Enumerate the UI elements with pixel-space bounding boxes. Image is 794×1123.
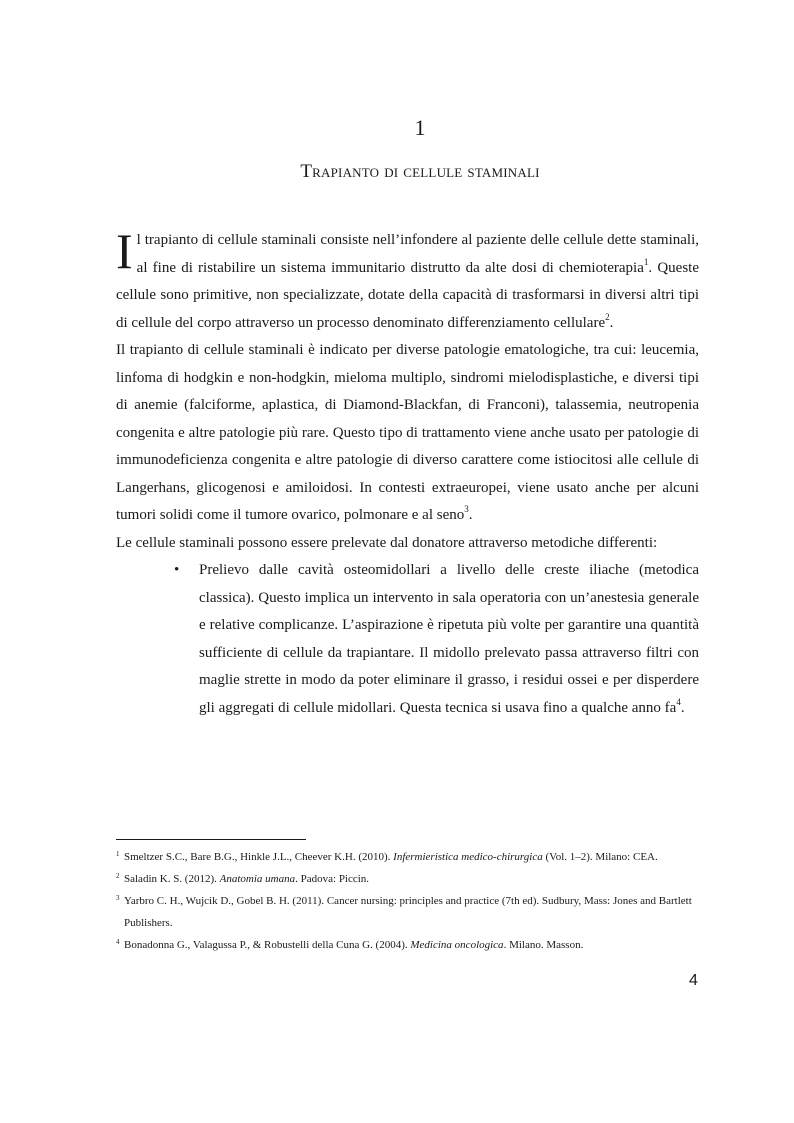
paragraph-intro-text-b: . Queste cellule sono primitive, non specializzate, dotate della capacità di trasformarsi in diversi altri tipi di cellule del corpo attraverso un processo denominato differenziamento cellulare xyxy=(116,259,699,331)
list-item xyxy=(174,557,699,722)
footnote-text: Bonadonna G., Valagussa P., & Robustelli della Cuna G. (2004). xyxy=(124,939,411,951)
paragraph-indications-text: Il trapianto di cellule staminali è indicato per diverse patologie ematologiche, tra cui: leucemia, linfoma di hodgkin e non-hodgkin, mieloma multiplo, sindromi mielodisplastiche, e diversi tipi di anemie (falciforme, aplastica, di Diamond-Blackfan, di Franconi), talassemia, neutropenia congenita e altre patologie più rare. Questo tipo di trattamento viene anche usato per patologie di immunodeficienza congenita e altre patologie di diverso carattere come istiocitosi alle cellule di Langerhans, glicogenosi e amiloidosi. In contesti extraeuropei, viene usato anche per alcuni tumori solidi come il tumore ovarico, polmonare e al seno xyxy=(116,342,699,523)
footnote-text: Yarbro C. H., Wujcik D., Gobel B. H. (2011). Cancer nursing: principles and practice (7th ed). Sudbury, Mass: Jones and Bartlett Publishers. xyxy=(124,895,692,929)
chapter-title: Trapianto di cellule staminali xyxy=(300,161,540,182)
drop-cap: I xyxy=(116,223,133,279)
footnote-divider xyxy=(116,839,306,840)
footnote-title: Anatomia umana xyxy=(219,873,296,885)
footnote-number: 3 xyxy=(116,894,120,902)
footnote-text-end: (Vol. 1–2). Milano: CEA. xyxy=(542,851,658,863)
footnote xyxy=(116,868,699,890)
footnote-text-end: . Padova: Piccin. xyxy=(295,873,370,885)
paragraph-intro xyxy=(116,223,699,337)
list-item-text: Prelievo dalle cavità osteomidollari a livello delle creste iliache (metodica classica). Questo implica un intervento in sala operatoria con un’anestesia generale e relative complicanze. L’aspirazione è ripetuta più volte per garantire una quantità sufficiente di cellule da trapiantare. Il midollo prelevato passa attraverso filtri con maglie strette in modo da poter eliminare il grasso, i residui ossei e per disperdere gli aggregati di cellule midollari. Questa tecnica si usava fino a qualche anno fa xyxy=(199,562,699,716)
footnote-ref-3[interactable]: 3 xyxy=(464,504,469,514)
body-text xyxy=(116,223,699,722)
paragraph-intro-text-c: . xyxy=(609,314,614,331)
footnote-number: 2 xyxy=(116,872,120,880)
footnote xyxy=(116,846,699,868)
paragraph-indications xyxy=(116,337,699,530)
footnote xyxy=(116,934,699,956)
paragraph-intro-text-a: l trapianto di cellule staminali consiste nell’infondere al paziente delle cellule dette staminali, al fine di ristabilire un sistema immunitario distrutto da alte dosi di chemioterapia xyxy=(136,232,699,276)
chapter-number: 1 xyxy=(414,115,426,140)
footnote-text: Saladin K. S. (2012). xyxy=(124,873,220,885)
footnote-number: 4 xyxy=(116,938,120,946)
list-item-end: . xyxy=(680,699,685,716)
footnote-text: Smeltzer S.C., Bare B.G., Hinkle J.L., Cheever K.H. (2010). xyxy=(124,851,394,863)
footnote-text-end: . Milano. Masson. xyxy=(503,939,584,951)
footnote-number: 1 xyxy=(116,850,120,858)
footnotes xyxy=(116,846,699,956)
footnote-title: Medicina oncologica xyxy=(410,939,504,951)
bullet-list xyxy=(116,557,699,722)
footnote xyxy=(116,890,699,934)
bullet-icon: • xyxy=(174,562,180,578)
footnote-ref-4[interactable]: 4 xyxy=(676,696,681,707)
footnote-ref-2[interactable]: 2 xyxy=(605,311,610,322)
footnote-ref-1[interactable]: 1 xyxy=(643,256,649,267)
paragraph-indications-end: . xyxy=(468,507,473,523)
paragraph-methods: Le cellule staminali possono essere prelevate dal donatore attraverso metodiche differenti: xyxy=(116,534,658,551)
footnote-title: Infermieristica medico-chirurgica xyxy=(393,851,543,863)
page-number: 4 xyxy=(689,972,698,989)
